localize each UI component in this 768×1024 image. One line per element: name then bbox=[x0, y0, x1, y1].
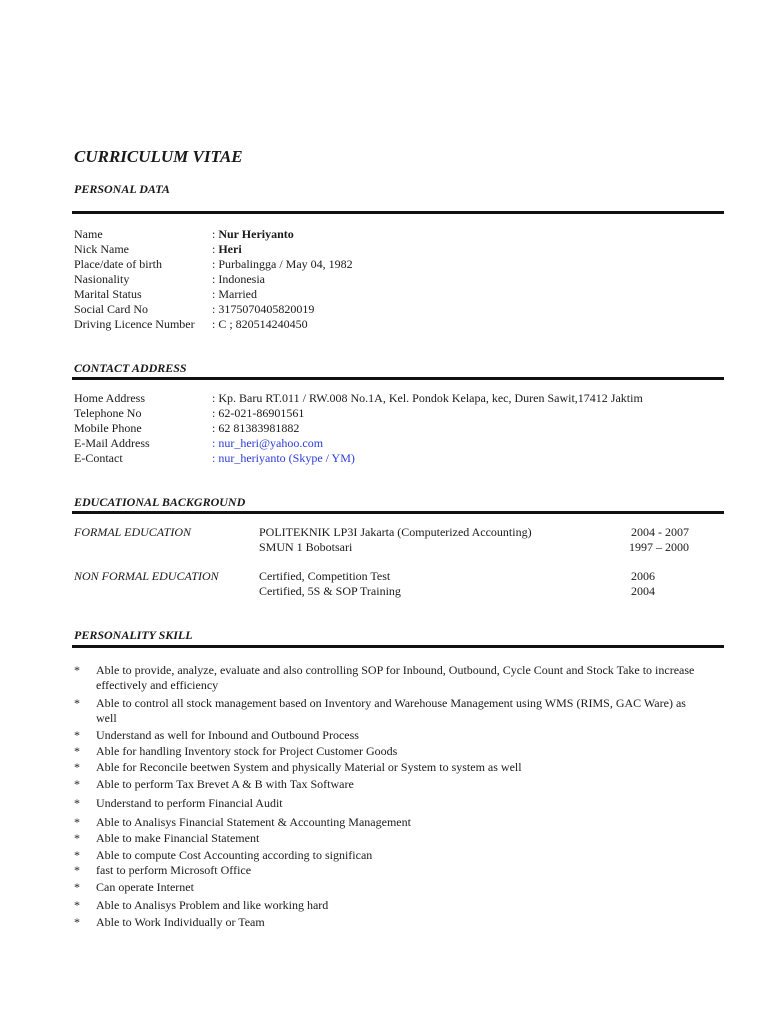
bullet-marker: * bbox=[74, 848, 80, 862]
section-divider bbox=[72, 377, 724, 380]
skill-text: Able to perform Tax Brevet A & B with Tax Software bbox=[96, 777, 354, 791]
email-link[interactable]: : nur_heri@yahoo.com bbox=[212, 436, 324, 450]
field-label: Name bbox=[74, 227, 103, 241]
education-years: 1997 – 2000 bbox=[629, 540, 689, 554]
field-label: E-Contact bbox=[74, 451, 123, 465]
document-title: CURRICULUM VITAE bbox=[74, 147, 243, 166]
skill-text: Understand to perform Financial Audit bbox=[96, 796, 283, 810]
field-label: Marital Status bbox=[74, 287, 142, 301]
field-label: Social Card No bbox=[74, 302, 148, 316]
section-divider bbox=[72, 511, 724, 514]
education-institution: POLITEKNIK LP3I Jakarta (Computerized Accounting) bbox=[259, 525, 532, 539]
field-label: Mobile Phone bbox=[74, 421, 142, 435]
field-label: Place/date of birth bbox=[74, 257, 162, 271]
field-value: : 62 81383981882 bbox=[212, 421, 300, 435]
section-divider bbox=[72, 645, 724, 648]
field-label: E-Mail Address bbox=[74, 436, 150, 450]
field-value: : Indonesia bbox=[212, 272, 265, 286]
bullet-marker: * bbox=[74, 915, 80, 929]
bullet-marker: * bbox=[74, 898, 80, 912]
education-years: 2004 bbox=[631, 584, 655, 598]
field-value: : 62-021-86901561 bbox=[212, 406, 305, 420]
skill-text: Able to compute Cost Accounting according to significan bbox=[96, 848, 373, 862]
field-value: : Heri bbox=[212, 242, 242, 256]
field-value: : Purbalingga / May 04, 1982 bbox=[212, 257, 353, 271]
personality-skill-heading: PERSONALITY SKILL bbox=[74, 628, 193, 642]
nonformal-education-label: NON FORMAL EDUCATION bbox=[74, 569, 219, 583]
skill-text: Able for Reconcile beetwen System and physically Material or System to system as well bbox=[96, 760, 522, 774]
bullet-marker: * bbox=[74, 696, 80, 710]
bullet-marker: * bbox=[74, 777, 80, 791]
education-heading: EDUCATIONAL BACKGROUND bbox=[74, 495, 246, 509]
econtact-link[interactable]: : nur_heriyanto (Skype / YM) bbox=[212, 451, 355, 465]
skill-text: Able to Analisys Problem and like working hard bbox=[96, 898, 329, 912]
field-value: : 3175070405820019 bbox=[212, 302, 315, 316]
personal-data-heading: PERSONAL DATA bbox=[74, 182, 170, 196]
bullet-marker: * bbox=[74, 796, 80, 810]
skill-text: Able for handling Inventory stock for Project Customer Goods bbox=[96, 744, 398, 758]
skill-text: Able to make Financial Statement bbox=[96, 831, 260, 845]
contact-address-heading: CONTACT ADDRESS bbox=[74, 361, 187, 375]
bullet-marker: * bbox=[74, 744, 80, 758]
bullet-marker: * bbox=[74, 863, 80, 877]
field-label: Driving Licence Number bbox=[74, 317, 195, 331]
bullet-marker: * bbox=[74, 831, 80, 845]
section-divider bbox=[72, 211, 724, 214]
skill-text: Can operate Internet bbox=[96, 880, 194, 894]
field-value: : Nur Heriyanto bbox=[212, 227, 294, 241]
education-institution: Certified, 5S & SOP Training bbox=[259, 584, 401, 598]
skill-text: Able to control all stock management based on Inventory and Warehouse Management using WMS (RIMS, GAC Ware) as well bbox=[96, 696, 686, 725]
education-institution: Certified, Competition Test bbox=[259, 569, 391, 583]
field-label: Nasionality bbox=[74, 272, 130, 286]
skill-text: Able to Work Individually or Team bbox=[96, 915, 265, 929]
education-years: 2006 bbox=[631, 569, 655, 583]
bullet-marker: * bbox=[74, 760, 80, 774]
education-years: 2004 - 2007 bbox=[631, 525, 689, 539]
field-value: : Kp. Baru RT.011 / RW.008 No.1A, Kel. Pondok Kelapa, kec, Duren Sawit,17412 Jaktim bbox=[212, 391, 643, 405]
bullet-marker: * bbox=[74, 815, 80, 829]
skill-text: Able to provide, analyze, evaluate and also controlling SOP for Inbound, Outbound, Cycle Count and Stock Take to increase effectively and efficiency bbox=[96, 663, 695, 692]
bullet-marker: * bbox=[74, 663, 80, 677]
skill-text: Able to Analisys Financial Statement & Accounting Management bbox=[96, 815, 411, 829]
skill-text: Understand as well for Inbound and Outbound Process bbox=[96, 728, 359, 742]
education-institution: SMUN 1 Bobotsari bbox=[259, 540, 353, 554]
field-label: Home Address bbox=[74, 391, 145, 405]
bullet-marker: * bbox=[74, 728, 80, 742]
field-label: Telephone No bbox=[74, 406, 142, 420]
field-value: : Married bbox=[212, 287, 257, 301]
skill-text: fast to perform Microsoft Office bbox=[96, 863, 252, 877]
formal-education-label: FORMAL EDUCATION bbox=[74, 525, 191, 539]
bullet-marker: * bbox=[74, 880, 80, 894]
field-value: : C ; 820514240450 bbox=[212, 317, 308, 331]
field-label: Nick Name bbox=[74, 242, 129, 256]
